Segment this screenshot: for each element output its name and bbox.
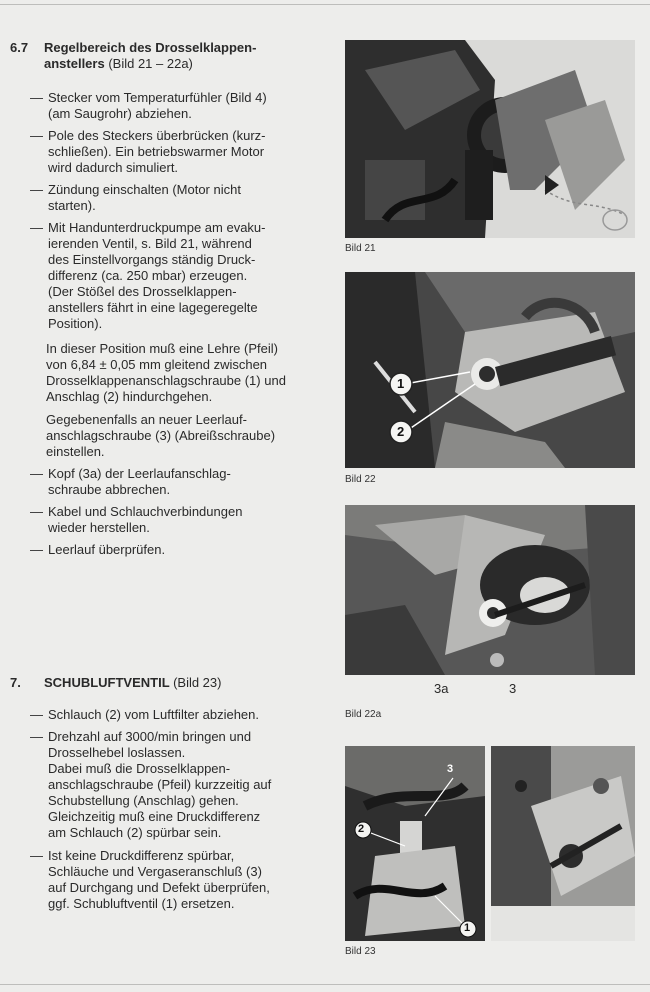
list-item-text: Kabel und Schlauchverbindungen wieder herstellen. [48,504,243,535]
list-item-text: Ist keine Druckdifferenz spürbar, Schläuche und Vergaseranschluß (3) auf Durchgang und Defekt überprüfen, ggf. Schubluftventil (1) ersetzen. [48,848,270,911]
section-number: 6.7 [10,40,29,55]
figure-bild-22a [345,505,635,675]
section-title [44,675,344,691]
list-item-text: Drehzahl auf 3000/min bringen und Drosselhebel loslassen. Dabei muß die Drosselklappen- anschlagschraube (Pfeil) kurzzeitig auf Schubstellung (Anschlag) gehen. Gleichzeitig muß eine Druckdifferenz am Schlauch (2) spürbar sein. [48,729,272,840]
caption-bild-22: Bild 22 [345,474,376,485]
section-title [44,40,304,72]
figure-bild-22 [345,272,635,468]
list-item-text: Leerlauf überprüfen. [48,542,166,557]
paragraph-idle-screw: Gegebenenfalls an neuer Leerlauf- anschlagschraube (3) (Abreißschraube) einstellen. [46,412,276,459]
list-item-text: Kopf (3a) der Leerlaufanschlag- schraube abbrechen. [48,466,231,497]
label-marker-3: 3 [447,763,454,775]
label-marker-3a: 3a [434,681,449,696]
label-marker-1: 1 [464,922,471,934]
caption-bild-23: Bild 23 [345,946,376,957]
label-marker-1: 1 [397,376,405,391]
top-rule [0,4,650,5]
section-title-line2: anstellers [44,56,105,71]
section-7-heading [10,675,330,693]
section-6-7-heading [10,40,330,76]
list-item-text: Pole des Steckers überbrücken (kurz- schließen). Ein betriebswarmer Motor wird dadurch simuliert. [48,128,266,175]
list-item-text: Stecker vom Temperaturfühler (Bild 4) (am Saugrohr) abziehen. [48,90,267,121]
label-marker-2: 2 [397,424,405,439]
figure-bild-23-left [345,746,485,941]
caption-bild-22a: Bild 22a [345,709,382,720]
bottom-rule [0,984,650,985]
section-title-line1: Regelbereich des Drosselklappen- [44,40,257,55]
label-marker-3: 3 [509,681,517,696]
section-title-text: SCHUBLUFTVENTIL [44,675,170,690]
section-figure-ref: (Bild 21 – 22a) [108,56,193,71]
figure-bild-23-right [491,746,635,941]
section-number: 7. [10,675,21,690]
list-item-text: Zündung einschalten (Motor nicht starten). [48,182,241,213]
label-marker-2: 2 [358,823,365,835]
section-figure-ref: (Bild 23) [173,675,222,690]
figure-bild-21 [345,40,635,238]
list-item-text: Schlauch (2) vom Luftfilter abziehen. [48,707,259,722]
paragraph-gauge: In dieser Position muß eine Lehre (Pfeil) von 6,84 ± 0,05 mm gleitend zwischen Drosselklappenanschlagschraube (1) und Anschlag (2) hindurchgehen. [46,341,286,404]
caption-bild-21: Bild 21 [345,243,376,254]
list-item-text: Mit Handunterdruckpumpe am evaku- ierenden Ventil, s. Bild 21, während des Einstellvorgangs ständig Druck- differenz (ca. 250 mbar) erzeugen. (Der Stößel des Drosselklappen- anstellers fährt in eine lagegeregelte Position). [48,220,266,331]
